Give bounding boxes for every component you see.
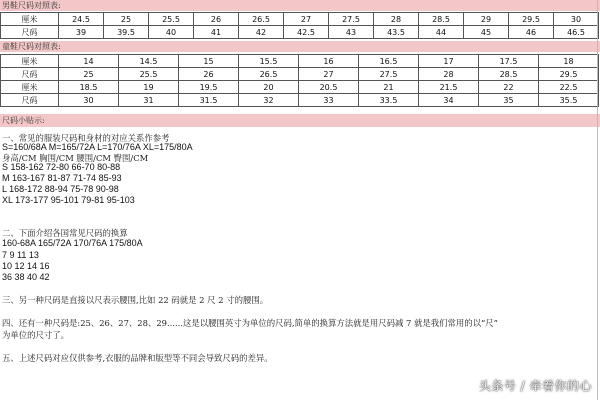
size-cell: 18.5 (59, 81, 119, 94)
size-cell: 28 (374, 13, 419, 26)
size-cell: 29.5 (539, 68, 599, 81)
size-tips-body (0, 132, 600, 400)
tip-line: 10 12 14 16 (2, 261, 50, 271)
size-cell: 20.5 (299, 81, 359, 94)
size-cell: 18 (539, 55, 599, 68)
size-cell: 27.5 (329, 13, 374, 26)
size-cell: 14 (59, 55, 119, 68)
size-cell: 41 (194, 26, 239, 39)
tip-line: M 163-167 81-87 71-74 85-93 (2, 173, 122, 183)
size-cell: 30 (554, 13, 599, 26)
size-cell: 25.5 (119, 68, 179, 81)
tip-line: 一、常见的服装尺码和身材的对应关系作参考 (2, 133, 170, 143)
men-shoe-table (0, 12, 599, 39)
size-cell: 42 (239, 26, 284, 39)
size-cell: 26.5 (239, 68, 299, 81)
kids-shoe-table (0, 54, 599, 107)
size-cell: 44 (419, 26, 464, 39)
tip-line: 五、上述尺码对应仅供参考,衣服的品牌和版型等不同会导致尺码的差异。 (2, 353, 273, 363)
size-cell: 31.5 (179, 94, 239, 107)
size-cell: 45 (464, 26, 509, 39)
tip-line: 160-68A 165/72A 170/76A 175/80A (2, 238, 143, 248)
size-cell: 25 (104, 13, 149, 26)
size-tips-header: 尺码小贴示: (0, 114, 600, 127)
row-label: 尺码 (1, 68, 59, 81)
kids-shoe-header: 童鞋尺码对照表: (0, 41, 600, 52)
size-cell: 17 (419, 55, 479, 68)
tip-line: 身高/CM 胸围/CM 腰围/CM 臀围/CM (2, 153, 149, 163)
size-cell: 15.5 (239, 55, 299, 68)
size-cell: 32 (239, 94, 299, 107)
size-cell: 33.5 (359, 94, 419, 107)
size-cell: 27.5 (359, 68, 419, 81)
tip-line: 为单位的尺寸了。 (2, 330, 69, 340)
size-cell: 34 (419, 94, 479, 107)
size-cell: 26 (194, 13, 239, 26)
size-cell: 31 (119, 94, 179, 107)
size-cell: 27 (284, 13, 329, 26)
size-cell: 46 (509, 26, 554, 39)
size-cell: 43 (329, 26, 374, 39)
size-cell: 39 (59, 26, 104, 39)
tip-line: 36 38 40 42 (2, 272, 50, 282)
kids-size-row (1, 55, 599, 68)
size-cell: 25.5 (149, 13, 194, 26)
size-cell: 25 (59, 68, 119, 81)
size-cell: 35.5 (539, 94, 599, 107)
size-cell: 21.5 (419, 81, 479, 94)
size-cell: 42.5 (284, 26, 329, 39)
tip-line: 二、下面介绍各国常见尺码的换算 (2, 228, 128, 238)
men-shoe-header: 男鞋尺码对照表: (0, 0, 600, 11)
tip-line: 7 9 11 13 (2, 250, 39, 260)
size-cell: 30 (59, 94, 119, 107)
size-cell: 39.5 (104, 26, 149, 39)
size-cell: 26 (179, 68, 239, 81)
row-label: 厘米 (1, 81, 59, 94)
men-size-row (1, 26, 599, 39)
kids-size-row (1, 68, 599, 81)
kids-size-row (1, 81, 599, 94)
size-cell: 14.5 (119, 55, 179, 68)
tip-line: S 158-162 72-80 66-70 80-88 (2, 162, 121, 172)
watermark: 头条号 / 牵着你的心 (478, 379, 592, 393)
size-cell: 33 (299, 94, 359, 107)
size-cell: 15 (179, 55, 239, 68)
size-cell: 22.5 (539, 81, 599, 94)
size-cell: 29.5 (509, 13, 554, 26)
size-cell: 27 (299, 68, 359, 81)
right-border (597, 0, 598, 400)
size-cell: 46.5 (554, 26, 599, 39)
tip-line: XL 173-177 95-101 79-81 95-103 (2, 195, 135, 205)
size-cell: 28.5 (479, 68, 539, 81)
row-label: 厘米 (1, 55, 59, 68)
size-cell: 26.5 (239, 13, 284, 26)
men-size-row (1, 13, 599, 26)
size-cell: 22 (479, 81, 539, 94)
row-label: 尺码 (1, 94, 59, 107)
size-cell: 21 (359, 81, 419, 94)
size-cell: 24.5 (59, 13, 104, 26)
size-cell: 28 (419, 68, 479, 81)
row-label: 尺码 (1, 26, 59, 39)
row-label: 厘米 (1, 13, 59, 26)
tip-line: L 168-172 88-94 75-78 90-98 (2, 184, 119, 194)
size-cell: 17.5 (479, 55, 539, 68)
size-cell: 20 (239, 81, 299, 94)
size-cell: 19.5 (179, 81, 239, 94)
tip-line: 三、另一种尺码是直接以尺表示腰围,比如 22 码就是 2 尺 2 寸的腰围。 (2, 295, 269, 305)
size-cell: 40 (149, 26, 194, 39)
size-cell: 19 (119, 81, 179, 94)
tip-line: S=160/68A M=165/72A L=170/76A XL=175/80A (2, 142, 193, 152)
kids-size-row (1, 94, 599, 107)
size-cell: 16 (299, 55, 359, 68)
size-cell: 16.5 (359, 55, 419, 68)
size-cell: 35 (479, 94, 539, 107)
size-cell: 43.5 (374, 26, 419, 39)
size-cell: 28.5 (419, 13, 464, 26)
size-cell: 29 (464, 13, 509, 26)
tip-line: 四、还有一种尺码是:25、26、27、28、29......这是以腰围英寸为单位的尺码,简单的换算方法就是用尺码减 7 就是我们常用的以“尺” (2, 318, 498, 328)
